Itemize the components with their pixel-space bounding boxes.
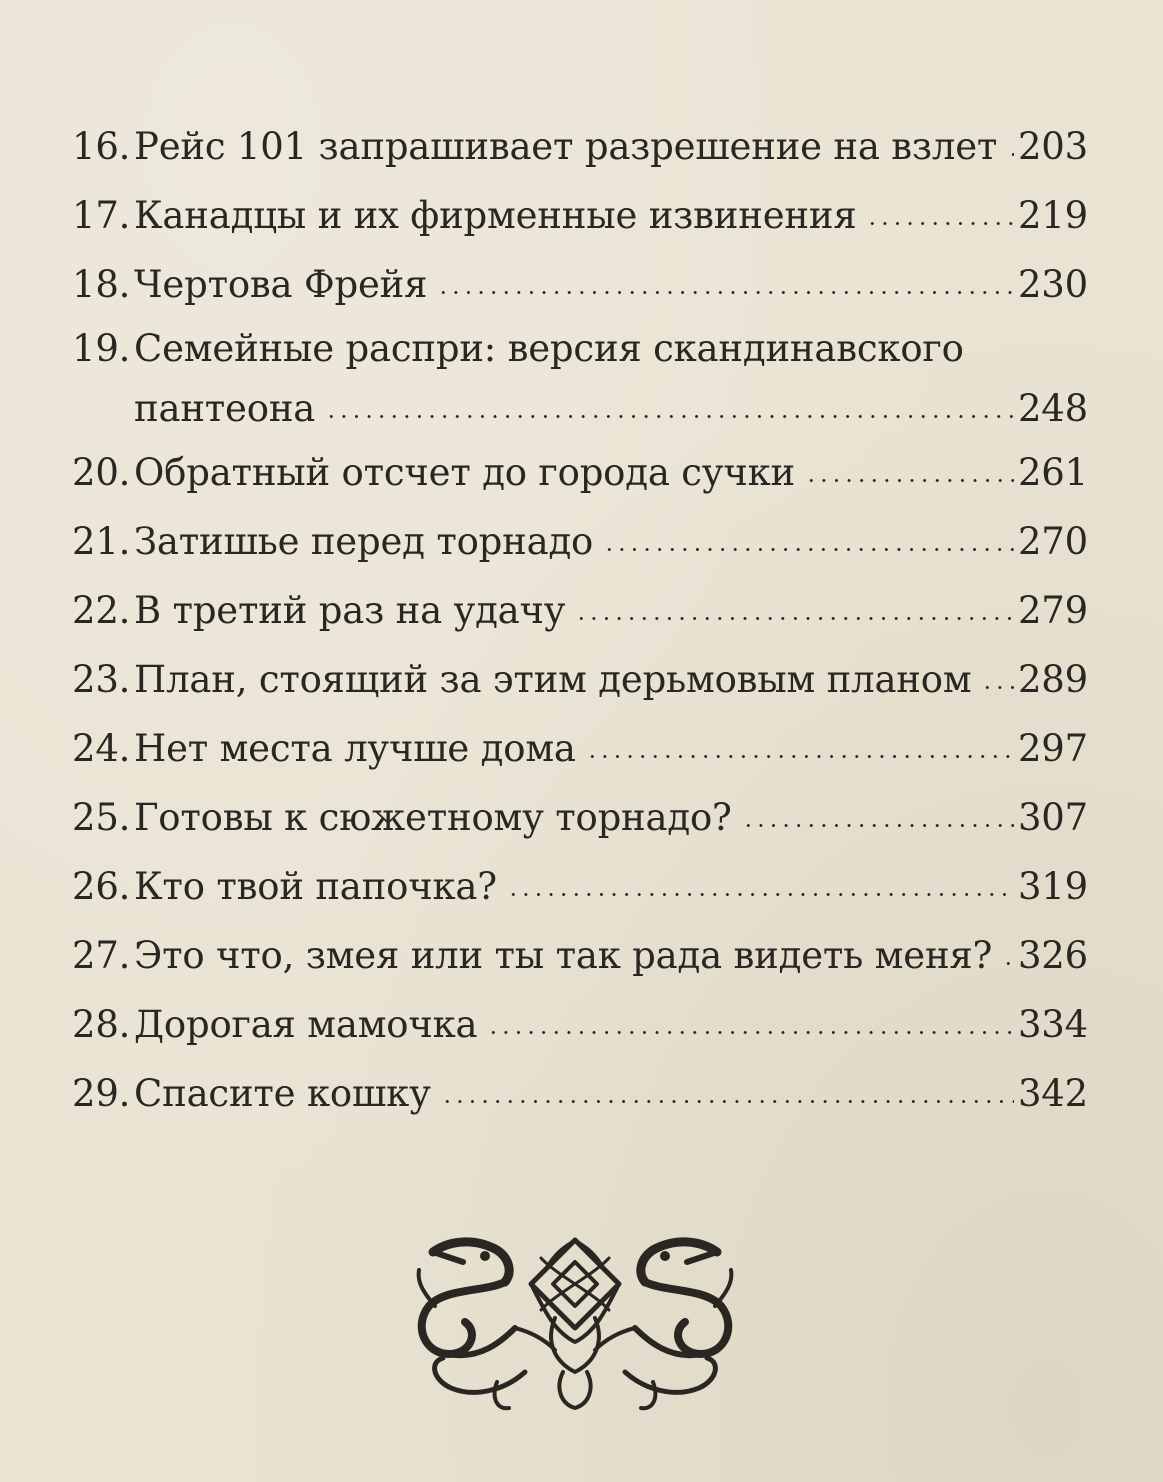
dot-leader [435,1069,1014,1106]
dot-leader [860,191,1013,228]
chapter-number: 27. [72,934,131,977]
chapter-number: 19. [72,327,131,370]
chapter-title: Это что, змея или ты так рада видеть меня? [134,934,993,977]
chapter-title: План, стоящий за этим дерьмовым планом [134,658,972,701]
page-number: 248 [1017,387,1088,430]
page-number: 307 [1017,796,1088,839]
celtic-knot-ornament-icon [405,1222,745,1422]
page-number: 297 [1017,727,1088,770]
page-number: 219 [1017,194,1088,237]
chapter-title-continuation: пантеона [134,387,316,430]
toc-entry-17 [72,181,1088,250]
toc-entry-20 [72,438,1088,507]
dot-leader [996,931,1014,968]
dot-leader [580,724,1014,761]
chapter-title: Семейные распри: версия скандинавского [134,327,964,370]
chapter-number: 26. [72,865,131,908]
toc-entry-29 [72,1059,1088,1128]
page-number: 203 [1017,125,1088,168]
page-number: 270 [1017,520,1088,563]
chapter-title: Спасите кошку [134,1072,431,1115]
chapter-title: Нет места лучше дома [134,727,576,770]
page-number: 334 [1017,1003,1088,1046]
toc-entry-19 [72,319,1088,438]
chapter-title: Кто твой папочка? [134,865,497,908]
chapter-number: 23. [72,658,131,701]
toc-entry-22 [72,576,1088,645]
dot-leader [501,862,1014,899]
page-number: 342 [1017,1072,1088,1115]
dot-leader [319,384,1014,421]
chapter-number: 25. [72,796,131,839]
chapter-number: 17. [72,194,131,237]
toc-entry-18 [72,250,1088,319]
chapter-title: В третий раз на удачу [134,589,566,632]
chapter-number: 29. [72,1072,131,1115]
page-number: 261 [1017,451,1088,494]
page-number: 230 [1017,263,1088,306]
page-number: 289 [1017,658,1088,701]
chapter-number: 18. [72,263,131,306]
dot-leader [431,260,1014,297]
page-number: 319 [1017,865,1088,908]
chapter-title: Рейс 101 запрашивает разрешение на взлет [134,125,998,168]
chapter-number: 22. [72,589,131,632]
toc-entry-27 [72,921,1088,990]
dot-leader [481,1000,1014,1037]
toc-entry-23 [72,645,1088,714]
chapter-title: Обратный отсчет до города сучки [134,451,795,494]
dot-leader [597,517,1014,554]
dot-leader [569,586,1014,623]
chapter-number: 28. [72,1003,131,1046]
chapter-title: Дорогая мамочка [134,1003,478,1046]
chapter-title: Чертова Фрейя [134,263,428,306]
page-number: 326 [1017,934,1088,977]
toc-entry-24 [72,714,1088,783]
table-of-contents [72,112,1088,1128]
dot-leader [799,448,1014,485]
chapter-title: Затишье перед торнадо [134,520,594,563]
toc-entry-16 [72,112,1088,181]
toc-entry-25 [72,783,1088,852]
chapter-title: Канадцы и их фирменные извинения [134,194,857,237]
chapter-title: Готовы к сюжетному торнадо? [134,796,732,839]
dot-leader [1001,122,1014,159]
chapter-number: 20. [72,451,131,494]
dot-leader [736,793,1014,830]
toc-entry-28 [72,990,1088,1059]
chapter-number: 16. [72,125,131,168]
page-number: 279 [1017,589,1088,632]
toc-entry-21 [72,507,1088,576]
toc-entry-26 [72,852,1088,921]
chapter-number: 24. [72,727,131,770]
chapter-number: 21. [72,520,131,563]
dot-leader [975,655,1014,692]
